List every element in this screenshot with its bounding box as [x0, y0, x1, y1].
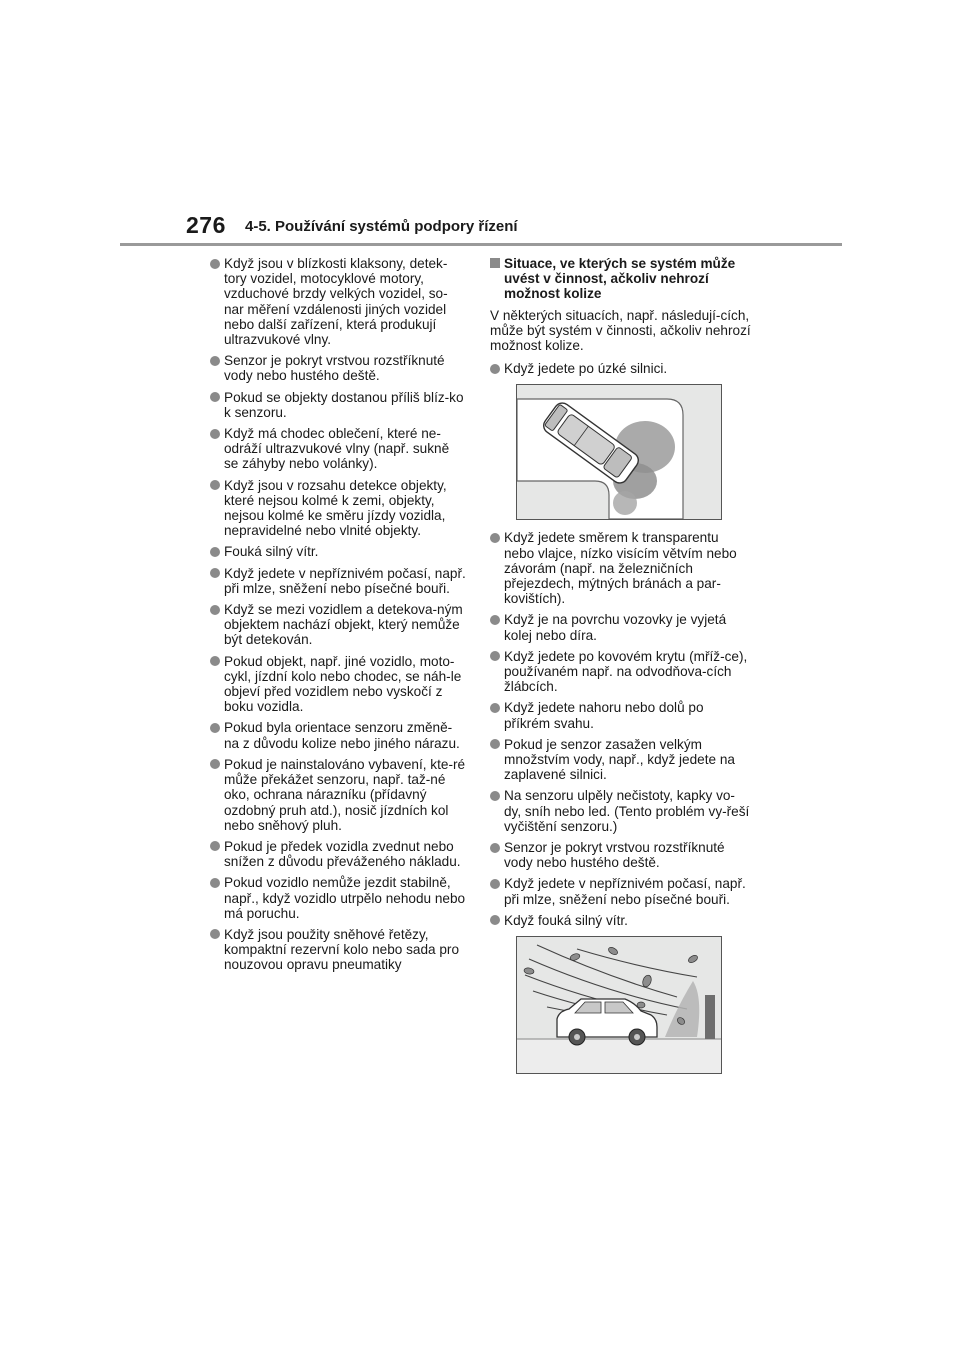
list-item-text: Když jedete po úzké silnici. [504, 361, 668, 377]
narrow-road-illustration [516, 384, 722, 520]
right-column [490, 256, 752, 1084]
bullet-icon [210, 480, 220, 490]
right-bullet-list-a [490, 361, 752, 376]
list-item-text: Když jedete v nepříznivém počasí, např. při mlze, sněžení nebo písečné bouři. [224, 565, 466, 596]
list-item [210, 478, 466, 539]
list-item [210, 544, 466, 559]
bullet-icon [490, 879, 500, 889]
left-column [210, 256, 466, 979]
bullet-icon [490, 651, 500, 661]
list-item-text: Když jedete v nepříznivém počasí, např. při mlze, sněžení nebo písečné bouři. [504, 876, 746, 907]
subheading-text: Situace, ve kterých se systém může uvést v činnost, ačkoliv nehrozí možnost kolize [504, 256, 736, 302]
bullet-icon [210, 356, 220, 366]
bullet-icon [210, 429, 220, 439]
bullet-icon [490, 615, 500, 625]
intro-paragraph: V některých situacích, např. následují-cích, může být systém v činnosti, ačkoliv nehrozí možnost kolize. [490, 307, 751, 354]
square-bullet-icon [490, 258, 500, 268]
list-item-text: Když jsou použity sněhové řetězy, kompaktní rezervní kolo nebo sada pro nouzovou opravu pneumatiky [224, 926, 460, 973]
list-item [210, 875, 466, 921]
list-item [490, 737, 752, 783]
list-item-text: Na senzoru ulpěly nečistoty, kapky vo-dy, sníh nebo led. (Tento problém vy-řeší vyčištění senzoru.) [504, 788, 750, 834]
list-item-text: Fouká silný vítr. [224, 544, 319, 560]
bullet-icon [210, 878, 220, 888]
list-item [490, 788, 752, 834]
list-item-text: Senzor je pokryt vrstvou rozstříknuté vody nebo hustého deště. [504, 840, 725, 871]
list-item [490, 840, 752, 870]
bullet-icon [490, 533, 500, 543]
strong-wind-car-icon [517, 937, 721, 1073]
bullet-icon [490, 703, 500, 713]
list-item [490, 361, 752, 376]
bullet-icon [210, 929, 220, 939]
right-bullet-list-b [490, 530, 752, 928]
list-item-text: Pokud vozidlo nemůže jezdit stabilně, např., když vozidlo utrpělo nehodu nebo má poruchu. [224, 875, 466, 921]
list-item-text: Pokud je předek vozidla zvednut nebo snížen z důvodu převáženého nákladu. [224, 838, 461, 870]
bullet-icon [210, 547, 220, 557]
list-item [210, 566, 466, 596]
list-item [490, 700, 752, 730]
list-item [490, 649, 752, 695]
list-item [210, 720, 466, 750]
list-item-text: Pokud byla orientace senzoru změně-na z důvodu kolize nebo jiného nárazu. [224, 720, 460, 751]
list-item [210, 927, 466, 973]
list-item-text: Když jedete směrem k transparentu nebo vlajce, nízko visícím větvím nebo závorám (např. na železničních přejezdech, mýtných bránách a par-kovištích). [504, 530, 737, 607]
list-item [210, 757, 466, 833]
subheading [490, 256, 752, 302]
list-item-text: Když se mezi vozidlem a detekova-ným objektem nachází objekt, který nemůže být detekován. [224, 602, 463, 648]
list-item [490, 876, 752, 906]
list-item [490, 913, 752, 928]
page-number: 276 [186, 212, 226, 238]
bullet-icon [210, 392, 220, 402]
list-item [210, 839, 466, 869]
list-item-text: Senzor je pokryt vrstvou rozstříknuté vody nebo hustého deště. [224, 353, 445, 384]
list-item-text: Když je na povrchu vozovky je vyjetá kolej nebo díra. [504, 612, 727, 643]
list-item-text: Pokud se objekty dostanou příliš blíz-ko k senzoru. [224, 389, 464, 420]
list-item [490, 612, 752, 642]
bullet-icon [490, 915, 500, 925]
list-item-text: Když má chodec oblečení, které ne-odráží ultrazvukové vlny (např. sukně se záhyby nebo volánky). [224, 426, 450, 472]
strong-wind-illustration [516, 936, 722, 1074]
bullet-icon [210, 759, 220, 769]
bullet-icon [490, 739, 500, 749]
bullet-icon [490, 843, 500, 853]
list-item [490, 530, 752, 606]
bullet-icon [210, 259, 220, 269]
bullet-icon [210, 656, 220, 666]
bullet-icon [210, 568, 220, 578]
list-item-text: Pokud objekt, např. jiné vozidlo, moto-cykl, jízdní kolo nebo chodec, se náh-le objeví před vozidlem nebo vyskočí z boku vozidla. [224, 653, 462, 715]
bullet-icon [490, 791, 500, 801]
list-item [210, 256, 466, 347]
list-item-text: Když jedete nahoru nebo dolů po příkrém svahu. [504, 700, 704, 731]
left-bullet-list [210, 256, 466, 973]
list-item [210, 426, 466, 472]
bullet-icon [210, 841, 220, 851]
header-divider [120, 243, 842, 246]
list-item [210, 390, 466, 420]
bullet-icon [490, 364, 500, 374]
narrow-road-car-icon [517, 385, 721, 519]
section-title: 4-5. Používání systémů podpory řízení [245, 218, 518, 235]
list-item [210, 654, 466, 715]
list-item [210, 353, 466, 383]
bullet-icon [210, 723, 220, 733]
list-item-text: Pokud je senzor zasažen velkým množstvím vody, např., když jedete na zaplavené silnici. [504, 736, 735, 783]
list-item-text: Když jsou v blízkosti klaksony, detek-tory vozidel, motocyklové motory, vzduchové brzdy velkých vozidel, so-nar měření vzdálenosti jiných vozidel nebo další zařízení, která produkují ultrazvukové vlny. [224, 256, 448, 348]
list-item-text: Když jsou v rozsahu detekce objekty, které nejsou kolmé k zemi, objekty, nejsou kolmé ke směru jízdy vozidla, nepravidelné nebo vlnité objekty. [224, 477, 447, 539]
list-item-text: Pokud je nainstalováno vybavení, kte-ré může překážet senzoru, např. taž-né oko, ochrana nárazníku (přídavný ozdobný pruh atd.), nosič jízdních kol nebo sněhový pluh. [224, 756, 466, 833]
list-item-text: Když jedete po kovovém krytu (mříž-ce), používaném např. na odvodňova-cích žlábcích. [504, 648, 748, 695]
list-item-text: Když fouká silný vítr. [504, 912, 628, 928]
bullet-icon [210, 605, 220, 615]
list-item [210, 602, 466, 648]
